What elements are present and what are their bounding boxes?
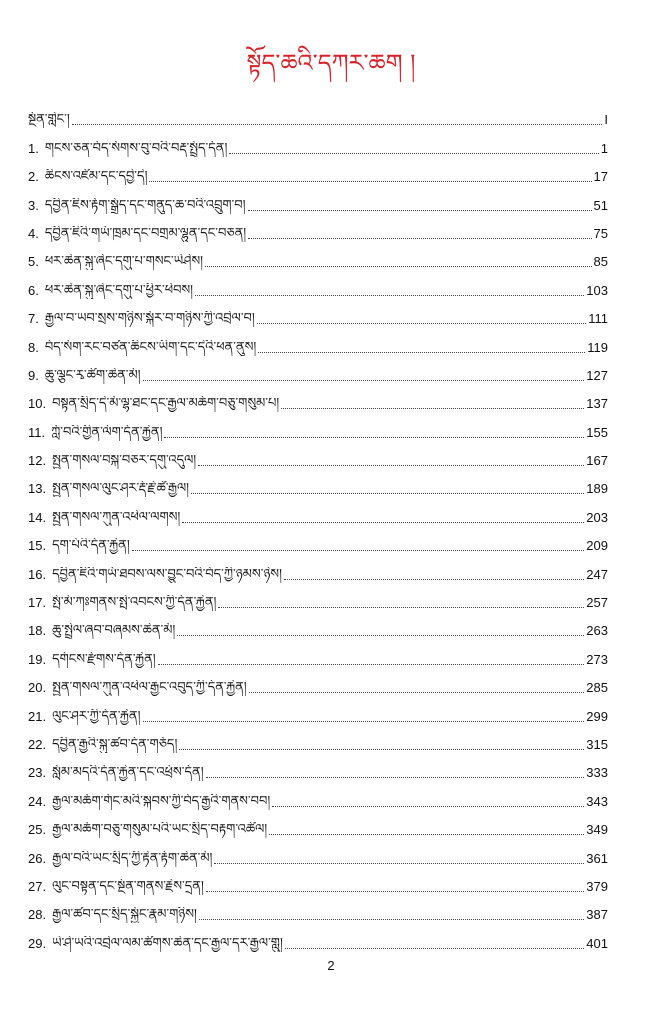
toc-entry-number: 14. — [28, 509, 47, 525]
toc-entry-title: སློམ་མདའི་དོན་རྐྱེན་དང་འཕྲོས་དོན། — [52, 765, 204, 781]
toc-entry[interactable] — [28, 242, 608, 270]
toc-entry-page: 103 — [586, 282, 608, 298]
toc-entry-page: 349 — [586, 822, 608, 838]
dot-leader — [272, 806, 584, 807]
toc-entry-title: རྒྱལ་ཚབ་དང་སྲིད་སྐྱོང་རྣམ་གཉིས། — [52, 907, 197, 923]
toc-entry-number: 18. — [28, 623, 47, 639]
dot-leader — [177, 635, 584, 636]
toc-entry-title: ཆུ་སྤྲེལ་ཞབ་བཞམས་ཆེན་མོ། — [52, 623, 176, 639]
dot-leader — [284, 579, 584, 580]
toc-entry[interactable] — [28, 668, 608, 696]
dot-leader — [143, 721, 585, 722]
toc-entry[interactable] — [28, 185, 608, 213]
toc-entry-title: རྒྱལ་མཆོག་གོང་མའི་སྐབས་ཀྱི་བོད་རྒྱའི་གནས་བབ། — [52, 793, 271, 809]
toc-entry[interactable] — [28, 781, 608, 809]
toc-entry-title: ལུང་བསྟན་དང་སྔོན་གནས་རྗེས་དྲན། — [52, 878, 204, 894]
toc-entry-title: ཆུ་ལྕང་རྭ་ཚོག་ཆེན་མོ། — [44, 367, 141, 383]
toc-entry-page: 111 — [588, 311, 608, 327]
dot-leader — [258, 352, 585, 353]
toc-entry[interactable] — [28, 441, 608, 469]
toc-entry-page: 273 — [586, 651, 608, 667]
dot-leader — [206, 777, 585, 778]
toc-entry-number: 1. — [28, 140, 39, 156]
toc-entry-page: 119 — [587, 339, 608, 355]
dot-leader — [206, 891, 584, 892]
page-number: 2 — [327, 958, 335, 973]
toc-entry-page: 263 — [586, 623, 608, 639]
toc-entry-page: 387 — [586, 907, 608, 923]
toc-entry-title: སྤྱན་གསལ་ཀུན་འཕེལ་རྒྱང་འབུད་ཀྱི་དོན་རྐྱེན། — [52, 680, 247, 696]
dot-leader — [248, 210, 592, 211]
toc-entry-number: 24. — [28, 793, 47, 809]
toc-entry-number: 22. — [28, 736, 47, 752]
toc-entry[interactable] — [28, 810, 608, 838]
toc-entry-number: 3. — [28, 197, 39, 213]
dot-leader — [182, 522, 584, 523]
toc-entry-title: ཀློ་བའི་གྱིན་ལོག་དོན་རྐྱེན། — [51, 424, 163, 440]
toc-entry-title: སྔོན་གླེང་། — [28, 112, 70, 128]
dot-leader — [158, 664, 585, 665]
toc-entry-number: 8. — [28, 339, 39, 355]
toc-entry[interactable] — [28, 157, 608, 185]
toc-entry[interactable] — [28, 299, 608, 327]
toc-entry-number: 27. — [28, 878, 47, 894]
dot-leader — [248, 238, 591, 239]
toc-entry[interactable] — [28, 100, 608, 128]
toc-entry[interactable] — [28, 412, 608, 440]
toc-entry-title: རྒྱལ་བ་ཡབ་སྲས་གཉིས་སྐོར་བ་གཉིས་ཀྱི་འབྲེལ་བ། — [44, 311, 255, 327]
toc-entry-page: 247 — [586, 566, 608, 582]
toc-entry[interactable] — [28, 923, 608, 951]
toc-entry[interactable] — [28, 753, 608, 781]
dot-leader — [132, 550, 585, 551]
toc-entry-title: ཆིངས་འཛོམ་དང་དབྱེ་དེ། — [44, 169, 148, 185]
toc-entry-number: 5. — [28, 254, 39, 270]
toc-entry-title: ལུང་ཤར་ཀྱི་དོན་རྐྱེན། — [52, 708, 141, 724]
dot-leader — [195, 295, 584, 296]
toc-entry-number: 26. — [28, 850, 47, 866]
toc-entry[interactable] — [28, 214, 608, 242]
dot-leader — [191, 493, 584, 494]
toc-entry-page: 155 — [586, 424, 608, 440]
toc-entry-number: 6. — [28, 282, 39, 298]
dot-leader — [257, 323, 586, 324]
toc-entry-page: 167 — [586, 453, 608, 469]
toc-entry[interactable] — [28, 128, 608, 156]
toc-entry-title: དབྱིན་ཇིའི་གཡོ་ཁྲམ་དང་བགྲམ་ལྷུན་དང་བཅན། — [44, 225, 247, 241]
toc-entry[interactable] — [28, 895, 608, 923]
toc-entry-number: 17. — [28, 595, 47, 611]
toc-entry-title: གངས་ཅན་བོད་སོགས་བུ་བའི་བརྡ་སྤྲོད་དོན། — [44, 140, 228, 156]
toc-entry[interactable] — [28, 611, 608, 639]
toc-entry-title: སྤོ་མོ་ཀཿགནས་སྤེ་འབངས་ཀྱི་དོན་རྐྱེན། — [52, 595, 217, 611]
toc-entry-title: དབྱིན་ཇིའི་གཡོ་ཐབས་ལས་བྱུང་བའི་བོད་ཀྱི་ཉམས་ཉེས། — [52, 566, 282, 582]
toc-entry-page: 285 — [586, 680, 608, 696]
dot-leader — [198, 465, 584, 466]
toc-entry-page: 1 — [600, 140, 608, 156]
dot-leader — [214, 863, 584, 864]
toc-entry-page: 51 — [593, 197, 608, 213]
toc-entry-title: དག་པོའི་དོན་རྐྱེན། — [52, 538, 130, 554]
toc-entry[interactable] — [28, 526, 608, 554]
page-title: སྟོད་ཆའི་དཀར་ཆག ། — [246, 49, 416, 77]
toc-entry[interactable] — [28, 270, 608, 298]
toc-entry-number: 16. — [28, 566, 47, 582]
toc-entry-number: 2. — [28, 169, 39, 185]
toc-entry-number: 10. — [28, 396, 47, 412]
dot-leader — [269, 834, 584, 835]
toc-entry[interactable] — [28, 327, 608, 355]
toc-entry-number: 19. — [28, 651, 47, 667]
toc-entry-title: དབྱིན་རྒྱའི་སྐུ་ཚབ་དོན་གཅོད། — [52, 736, 178, 752]
toc-entry-page: 127 — [586, 367, 608, 383]
toc-entry-title: རྒྱལ་མཆོག་བཅུ་གསུམ་པའི་ཡང་སྲིད་བརྟག་འཚོལ། — [52, 822, 268, 838]
toc-entry[interactable] — [28, 554, 608, 582]
dot-leader — [143, 380, 585, 381]
toc-entry-title: ཕར་ཆེན་སྐུ་ཞེང་དགུ་པ་གསང་ཡེཤེས། — [44, 254, 204, 270]
toc-entry-page: 137 — [586, 396, 608, 412]
toc-entry[interactable] — [28, 696, 608, 724]
dot-leader — [72, 124, 603, 125]
toc-entry[interactable] — [28, 867, 608, 895]
toc-entry-number: 9. — [28, 367, 39, 383]
toc-entry-number: 13. — [28, 481, 47, 497]
toc-entry[interactable] — [28, 583, 608, 611]
toc-entry-number: 23. — [28, 765, 47, 781]
dot-leader — [149, 181, 591, 182]
toc-entry-page: 257 — [586, 595, 608, 611]
dot-leader — [249, 692, 585, 693]
toc-entry-number: 11. — [28, 424, 46, 440]
toc-entry-page: 209 — [586, 538, 608, 554]
toc-entry-page: 315 — [586, 736, 608, 752]
dot-leader — [229, 153, 598, 154]
toc-entry-page: 333 — [586, 765, 608, 781]
toc-entry[interactable] — [28, 497, 608, 525]
toc-entry-title: རྒྱལ་བའི་ཡང་སྲིད་ཀྱི་རྟེན་རྟོག་ཆེན་མོ། — [52, 850, 213, 866]
toc-entry-title: སྤྱན་གསལ་ཀུན་འཕེལ་ལགས། — [52, 509, 181, 525]
toc-entry-number: 25. — [28, 822, 47, 838]
toc-entry-page: 379 — [586, 878, 608, 894]
toc-entry-number: 28. — [28, 907, 47, 923]
toc-entry-number: 4. — [28, 225, 39, 241]
dot-leader — [281, 408, 584, 409]
toc-entry-number: 7. — [28, 311, 39, 327]
toc-entry-page: 299 — [586, 708, 608, 724]
toc-entry-title: བསྟན་སྲིད་དེ་མོ་ལྷ་ཐང་དང་རྒྱལ་མཆོག་བཅུ་གསུམ་པ། — [52, 396, 280, 412]
toc-entry-title: ཕར་ཆེན་སྐུ་ཞེང་དགུ་པ་ཕྱིར་ཕེབས། — [44, 282, 194, 298]
toc-entry[interactable] — [28, 639, 608, 667]
toc-entry-title: བོད་སོག་རང་བཙན་ཆིངས་ཡིག་དང་དེའི་ཕན་ནུས། — [44, 339, 257, 355]
toc-entry-number: 12. — [28, 453, 47, 469]
toc-entry-page: 17 — [593, 169, 608, 185]
toc-entry-title: དགོངས་རྫོགས་དོན་རྐྱེན། — [52, 651, 156, 667]
dot-leader — [205, 266, 591, 267]
toc-entry-title: ཡེ་ཤེ་ཡའི་འབྲེལ་ལམ་ཚོགས་ཆེན་དང་རྒྱལ་དར་རྒྱལ་གླུ། — [52, 935, 283, 951]
dot-leader — [218, 607, 584, 608]
table-of-contents — [28, 100, 608, 952]
toc-entry-number: 21. — [28, 708, 47, 724]
toc-entry-title: དབྱིན་ཇིས་རྟོག་སྒྲོད་དང་གནུད་ཆ་བའི་འབྲུག་བ། — [44, 197, 246, 213]
toc-entry-number: 29. — [28, 935, 47, 951]
toc-entry[interactable] — [28, 838, 608, 866]
toc-entry-page: 75 — [593, 225, 608, 241]
toc-entry-page: 343 — [586, 793, 608, 809]
toc-entry-page: 203 — [586, 509, 608, 525]
toc-entry-number: 20. — [28, 680, 47, 696]
toc-entry[interactable] — [28, 725, 608, 753]
toc-entry[interactable] — [28, 356, 608, 384]
toc-entry[interactable] — [28, 384, 608, 412]
toc-entry[interactable] — [28, 469, 608, 497]
toc-entry-number: 15. — [28, 538, 47, 554]
toc-entry-page: 85 — [593, 254, 608, 270]
dot-leader — [179, 749, 584, 750]
dot-leader — [285, 948, 584, 949]
toc-entry-title: སྤྱན་གསལ་ལུང་ཤར་རྡོ་རྗེ་ཚེ་རྒྱལ། — [52, 481, 190, 497]
toc-entry-page: 401 — [586, 935, 608, 951]
toc-entry-page: 189 — [586, 481, 608, 497]
toc-entry-page: 361 — [586, 850, 608, 866]
toc-entry-title: སྤྱན་གསལ་བསྐ་བཅར་དགུ་འདུལ། — [52, 453, 197, 469]
toc-entry-page: I — [604, 112, 608, 128]
dot-leader — [164, 437, 584, 438]
dot-leader — [199, 919, 584, 920]
